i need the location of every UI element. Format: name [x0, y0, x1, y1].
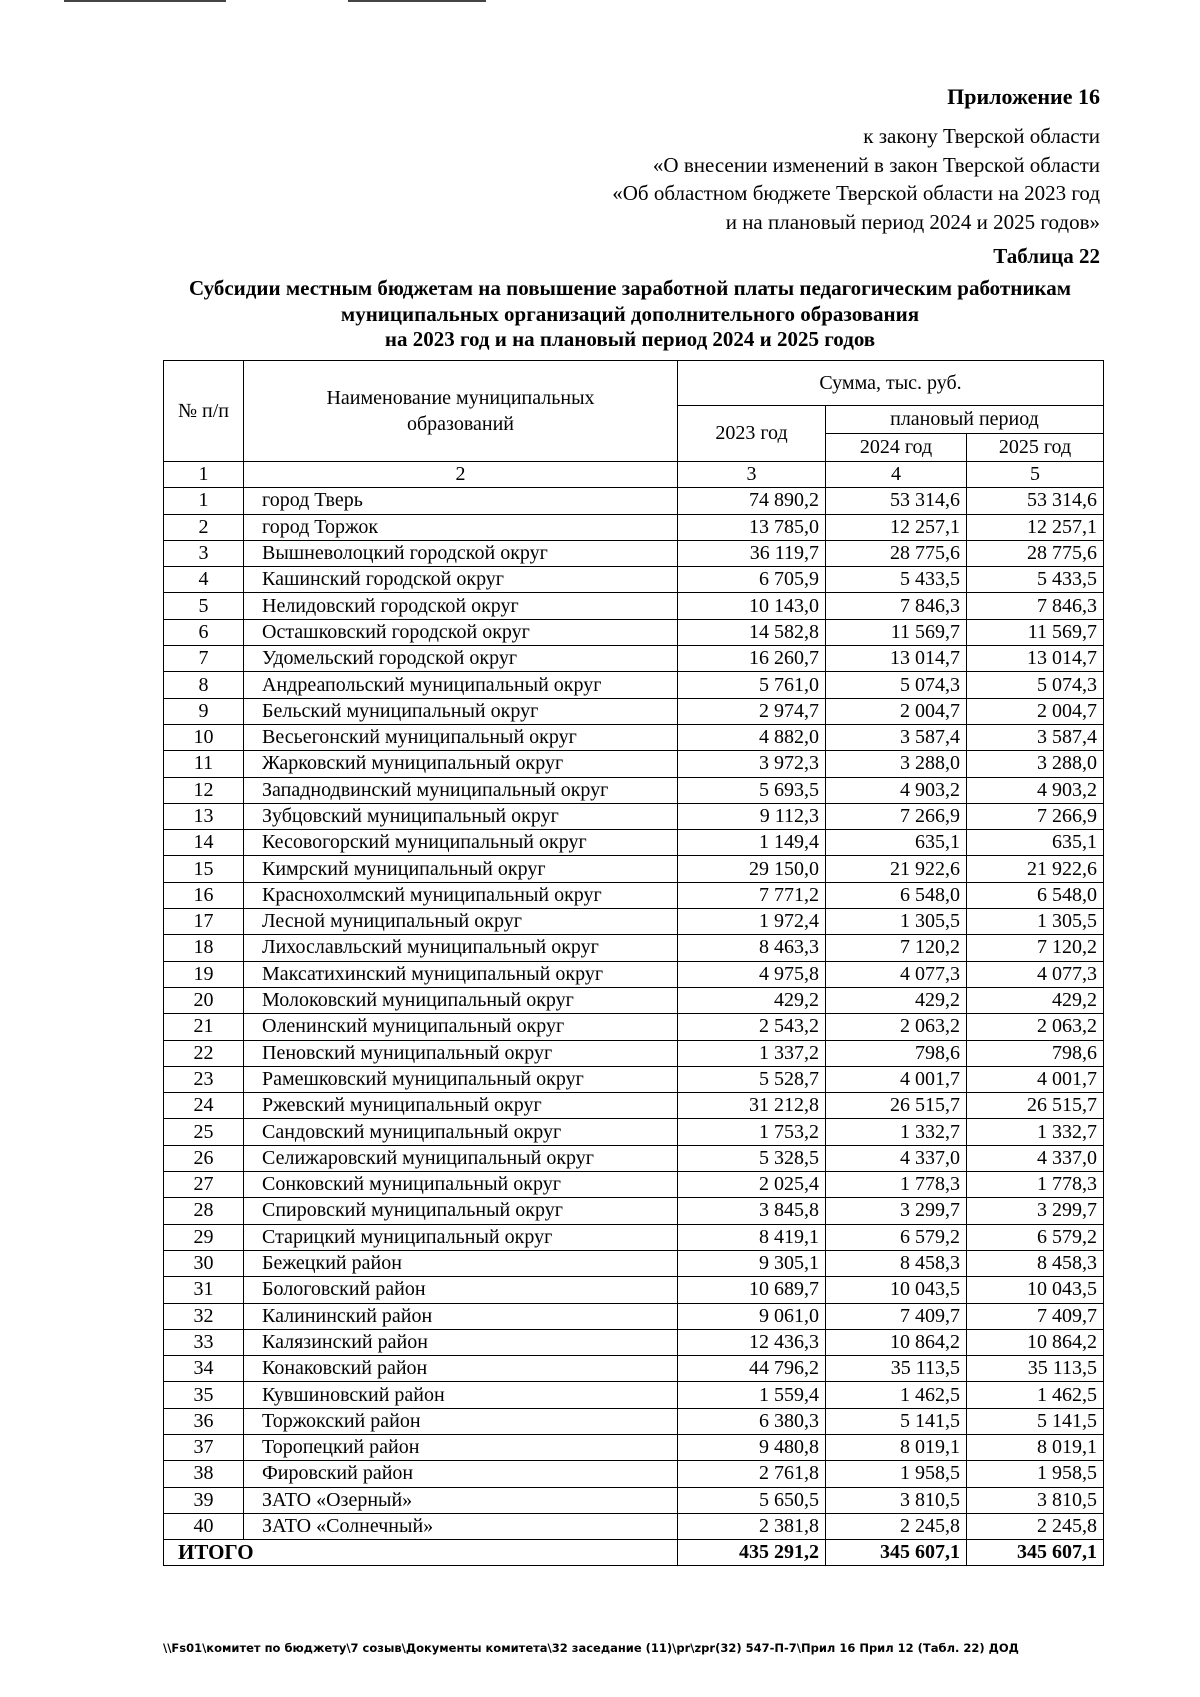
- law-reference: [612, 122, 1100, 236]
- amount-2025: 5 074,3: [967, 672, 1104, 698]
- amount-2023: 8 463,3: [678, 935, 826, 961]
- row-number: 5: [164, 593, 244, 619]
- row-number: 37: [164, 1434, 244, 1460]
- amount-2025: 7 266,9: [967, 803, 1104, 829]
- municipality-name: ЗАТО «Озерный»: [244, 1487, 678, 1513]
- header-number: № п/п: [164, 361, 244, 462]
- municipality-name: Вышневолоцкий городской округ: [244, 540, 678, 566]
- table-number: Таблица 22: [993, 244, 1100, 268]
- municipality-name: Спировский муниципальный округ: [244, 1198, 678, 1224]
- table-row: [164, 1487, 1104, 1513]
- amount-2024: 26 515,7: [826, 1093, 967, 1119]
- subsidy-table: [163, 360, 1104, 1566]
- row-number: 6: [164, 619, 244, 645]
- municipality-name: Калязинский район: [244, 1329, 678, 1355]
- file-path: \\Fs01\комитет по бюджету\7 созыв\Документы комитета\32 заседание (11)\pr\zpr(32) 547-П-7\Прил 16 Прил 12 (Табл. 22) ДОД: [163, 1641, 1019, 1655]
- table-row: [164, 672, 1104, 698]
- table-row: [164, 803, 1104, 829]
- amount-2025: 13 014,7: [967, 646, 1104, 672]
- amount-2025: 4 337,0: [967, 1145, 1104, 1171]
- law-line: и на плановый период 2024 и 2025 годов»: [725, 209, 1100, 234]
- table-row: [164, 1198, 1104, 1224]
- table-row: [164, 593, 1104, 619]
- amount-2024: 1 778,3: [826, 1172, 967, 1198]
- amount-2025: 1 332,7: [967, 1119, 1104, 1145]
- amount-2025: 2 004,7: [967, 698, 1104, 724]
- amount-2024: 10 043,5: [826, 1277, 967, 1303]
- table-row: [164, 1066, 1104, 1092]
- amount-2024: 11 569,7: [826, 619, 967, 645]
- municipality-name: Бологовский район: [244, 1277, 678, 1303]
- row-number: 34: [164, 1356, 244, 1382]
- municipality-name: Фировский район: [244, 1461, 678, 1487]
- municipality-name: Оленинский муниципальный округ: [244, 1014, 678, 1040]
- row-number: 36: [164, 1408, 244, 1434]
- table-row: [164, 1014, 1104, 1040]
- amount-2025: 6 579,2: [967, 1224, 1104, 1250]
- scan-artifact: [64, 0, 226, 2]
- municipality-name: Лихославльский муниципальный округ: [244, 935, 678, 961]
- table-row: [164, 1224, 1104, 1250]
- amount-2025: 798,6: [967, 1040, 1104, 1066]
- amount-2025: 4 077,3: [967, 961, 1104, 987]
- row-number: 12: [164, 777, 244, 803]
- municipality-name: Ржевский муниципальный округ: [244, 1093, 678, 1119]
- amount-2023: 12 436,3: [678, 1329, 826, 1355]
- amount-2024: 4 001,7: [826, 1066, 967, 1092]
- amount-2024: 7 120,2: [826, 935, 967, 961]
- amount-2023: 4 882,0: [678, 724, 826, 750]
- amount-2023: 2 543,2: [678, 1014, 826, 1040]
- row-number: 22: [164, 1040, 244, 1066]
- amount-2023: 1 559,4: [678, 1382, 826, 1408]
- amount-2025: 1 778,3: [967, 1172, 1104, 1198]
- table-row: [164, 698, 1104, 724]
- amount-2024: 3 299,7: [826, 1198, 967, 1224]
- amount-2024: 28 775,6: [826, 540, 967, 566]
- row-number: 4: [164, 567, 244, 593]
- municipality-name: Осташковский городской округ: [244, 619, 678, 645]
- amount-2023: 31 212,8: [678, 1093, 826, 1119]
- municipality-name: Западнодвинский муниципальный округ: [244, 777, 678, 803]
- row-number: 32: [164, 1303, 244, 1329]
- row-number: 7: [164, 646, 244, 672]
- total-2023: 435 291,2: [678, 1540, 826, 1566]
- amount-2025: 26 515,7: [967, 1093, 1104, 1119]
- amount-2023: 6 705,9: [678, 567, 826, 593]
- table-row: [164, 830, 1104, 856]
- amount-2025: 429,2: [967, 987, 1104, 1013]
- table-row: [164, 1408, 1104, 1434]
- amount-2023: 5 761,0: [678, 672, 826, 698]
- law-line: к закону Тверской области: [863, 124, 1100, 148]
- municipality-name: Бельский муниципальный округ: [244, 698, 678, 724]
- total-2024: 345 607,1: [826, 1540, 967, 1566]
- header-2024: 2024 год: [826, 434, 967, 462]
- row-number: 38: [164, 1461, 244, 1487]
- total-row: [164, 1540, 1104, 1566]
- amount-2024: 5 074,3: [826, 672, 967, 698]
- table-row: [164, 567, 1104, 593]
- amount-2023: 2 974,7: [678, 698, 826, 724]
- table-row: [164, 619, 1104, 645]
- law-line: «О внесении изменений в закон Тверской области: [652, 152, 1100, 177]
- municipality-name: Кашинский городской округ: [244, 567, 678, 593]
- amount-2024: 4 077,3: [826, 961, 967, 987]
- row-number: 24: [164, 1093, 244, 1119]
- amount-2023: 4 975,8: [678, 961, 826, 987]
- municipality-name: Торопецкий район: [244, 1434, 678, 1460]
- table-row: [164, 987, 1104, 1013]
- header-name: Наименование муниципальных образований: [244, 361, 678, 462]
- amount-2025: 8 019,1: [967, 1434, 1104, 1460]
- row-number: 31: [164, 1277, 244, 1303]
- row-number: 27: [164, 1172, 244, 1198]
- municipality-name: Конаковский район: [244, 1356, 678, 1382]
- row-number: 28: [164, 1198, 244, 1224]
- municipality-name: Весьегонский муниципальный округ: [244, 724, 678, 750]
- municipality-name: Лесной муниципальный округ: [244, 909, 678, 935]
- amount-2025: 635,1: [967, 830, 1104, 856]
- municipality-name: Бежецкий район: [244, 1250, 678, 1276]
- amount-2025: 11 569,7: [967, 619, 1104, 645]
- municipality-name: Кувшиновский район: [244, 1382, 678, 1408]
- municipality-name: Молоковский муниципальный округ: [244, 987, 678, 1013]
- municipality-name: город Тверь: [244, 488, 678, 514]
- table-row: [164, 1303, 1104, 1329]
- amount-2024: 2 004,7: [826, 698, 967, 724]
- municipality-name: Краснохолмский муниципальный округ: [244, 882, 678, 908]
- amount-2024: 35 113,5: [826, 1356, 967, 1382]
- title-line: на 2023 год и на плановый период 2024 и 2025 годов: [384, 327, 876, 351]
- row-number: 26: [164, 1145, 244, 1171]
- municipality-name: Селижаровский муниципальный округ: [244, 1145, 678, 1171]
- municipality-name: Старицкий муниципальный округ: [244, 1224, 678, 1250]
- row-number: 8: [164, 672, 244, 698]
- amount-2025: 2 063,2: [967, 1014, 1104, 1040]
- amount-2025: 3 810,5: [967, 1487, 1104, 1513]
- amount-2023: 2 025,4: [678, 1172, 826, 1198]
- header-sum: Сумма, тыс. руб.: [678, 361, 1104, 406]
- amount-2025: 7 409,7: [967, 1303, 1104, 1329]
- amount-2025: 4 903,2: [967, 777, 1104, 803]
- amount-2023: 9 480,8: [678, 1434, 826, 1460]
- municipality-name: Сандовский муниципальный округ: [244, 1119, 678, 1145]
- table-row: [164, 488, 1104, 514]
- title-line: муниципальных организаций дополнительного образования: [340, 301, 920, 326]
- amount-2024: 53 314,6: [826, 488, 967, 514]
- amount-2023: 8 419,1: [678, 1224, 826, 1250]
- municipality-name: ЗАТО «Солнечный»: [244, 1513, 678, 1539]
- amount-2025: 3 288,0: [967, 751, 1104, 777]
- table-row: [164, 646, 1104, 672]
- table-row: [164, 961, 1104, 987]
- municipality-name: Кесовогорский муниципальный округ: [244, 830, 678, 856]
- amount-2025: 8 458,3: [967, 1250, 1104, 1276]
- table-row: [164, 1145, 1104, 1171]
- row-number: 25: [164, 1119, 244, 1145]
- table-row: [164, 1040, 1104, 1066]
- table-row: [164, 540, 1104, 566]
- amount-2024: 5 141,5: [826, 1408, 967, 1434]
- amount-2025: 53 314,6: [967, 488, 1104, 514]
- municipality-name: Кимрский муниципальный округ: [244, 856, 678, 882]
- law-line: «Об областном бюджете Тверской области на 2023 год: [612, 181, 1100, 205]
- amount-2023: 5 650,5: [678, 1487, 826, 1513]
- amount-2023: 9 061,0: [678, 1303, 826, 1329]
- table-row: [164, 1119, 1104, 1145]
- amount-2025: 7 846,3: [967, 593, 1104, 619]
- amount-2024: 10 864,2: [826, 1329, 967, 1355]
- table-row: [164, 724, 1104, 750]
- header-2023: 2023 год: [678, 406, 826, 462]
- amount-2023: 36 119,7: [678, 540, 826, 566]
- amount-2024: 21 922,6: [826, 856, 967, 882]
- municipality-name: Зубцовский муниципальный округ: [244, 803, 678, 829]
- amount-2023: 1 972,4: [678, 909, 826, 935]
- amount-2025: 21 922,6: [967, 856, 1104, 882]
- column-index: 3: [678, 462, 826, 488]
- amount-2023: 5 528,7: [678, 1066, 826, 1092]
- row-number: 30: [164, 1250, 244, 1276]
- row-number: 10: [164, 724, 244, 750]
- municipality-name: Рамешковский муниципальный округ: [244, 1066, 678, 1092]
- amount-2023: 429,2: [678, 987, 826, 1013]
- total-2025: 345 607,1: [967, 1540, 1104, 1566]
- amount-2025: 6 548,0: [967, 882, 1104, 908]
- row-number: 18: [164, 935, 244, 961]
- amount-2023: 1 753,2: [678, 1119, 826, 1145]
- amount-2023: 1 337,2: [678, 1040, 826, 1066]
- amount-2023: 10 143,0: [678, 593, 826, 619]
- row-number: 23: [164, 1066, 244, 1092]
- amount-2025: 7 120,2: [967, 935, 1104, 961]
- header-2025: 2025 год: [967, 434, 1104, 462]
- amount-2025: 10 043,5: [967, 1277, 1104, 1303]
- municipality-name: Калининский район: [244, 1303, 678, 1329]
- row-number: 14: [164, 830, 244, 856]
- table-row: [164, 1434, 1104, 1460]
- amount-2025: 35 113,5: [967, 1356, 1104, 1382]
- amount-2024: 6 548,0: [826, 882, 967, 908]
- row-number: 40: [164, 1513, 244, 1539]
- table-row: [164, 856, 1104, 882]
- scan-artifact: [348, 0, 486, 2]
- amount-2023: 5 693,5: [678, 777, 826, 803]
- amount-2024: 1 305,5: [826, 909, 967, 935]
- table-row: [164, 1329, 1104, 1355]
- amount-2024: 7 846,3: [826, 593, 967, 619]
- amount-2023: 74 890,2: [678, 488, 826, 514]
- municipality-name: Сонковский муниципальный округ: [244, 1172, 678, 1198]
- amount-2024: 429,2: [826, 987, 967, 1013]
- municipality-name: Жарковский муниципальный округ: [244, 751, 678, 777]
- amount-2023: 1 149,4: [678, 830, 826, 856]
- row-number: 21: [164, 1014, 244, 1040]
- row-number: 9: [164, 698, 244, 724]
- municipality-name: Удомельский городской округ: [244, 646, 678, 672]
- amount-2024: 635,1: [826, 830, 967, 856]
- amount-2024: 3 288,0: [826, 751, 967, 777]
- title-line: Субсидии местным бюджетам на повышение заработной платы педагогическим работникам: [188, 276, 1072, 300]
- amount-2023: 44 796,2: [678, 1356, 826, 1382]
- table-row: [164, 882, 1104, 908]
- municipality-name: Максатихинский муниципальный округ: [244, 961, 678, 987]
- header-plan-period: плановый период: [826, 406, 1104, 434]
- municipality-name: Пеновский муниципальный округ: [244, 1040, 678, 1066]
- amount-2025: 1 958,5: [967, 1461, 1104, 1487]
- column-index-row: [164, 462, 1104, 488]
- amount-2023: 2 381,8: [678, 1513, 826, 1539]
- amount-2024: 1 462,5: [826, 1382, 967, 1408]
- amount-2023: 3 845,8: [678, 1198, 826, 1224]
- table-row: [164, 909, 1104, 935]
- column-index: 4: [826, 462, 967, 488]
- amount-2025: 5 141,5: [967, 1408, 1104, 1434]
- amount-2023: 7 771,2: [678, 882, 826, 908]
- document-title: [160, 276, 1100, 353]
- amount-2025: 5 433,5: [967, 567, 1104, 593]
- amount-2024: 6 579,2: [826, 1224, 967, 1250]
- table-row: [164, 1513, 1104, 1539]
- row-number: 39: [164, 1487, 244, 1513]
- column-index: 1: [164, 462, 244, 488]
- amount-2024: 13 014,7: [826, 646, 967, 672]
- municipality-name: город Торжок: [244, 514, 678, 540]
- column-index: 2: [244, 462, 678, 488]
- amount-2024: 8 458,3: [826, 1250, 967, 1276]
- amount-2025: 2 245,8: [967, 1513, 1104, 1539]
- amount-2023: 9 305,1: [678, 1250, 826, 1276]
- amount-2025: 12 257,1: [967, 514, 1104, 540]
- amount-2023: 14 582,8: [678, 619, 826, 645]
- table-row: [164, 935, 1104, 961]
- table-row: [164, 1356, 1104, 1382]
- row-number: 11: [164, 751, 244, 777]
- table-row: [164, 1277, 1104, 1303]
- amount-2024: 4 903,2: [826, 777, 967, 803]
- municipality-name: Андреапольский муниципальный округ: [244, 672, 678, 698]
- table-row: [164, 777, 1104, 803]
- amount-2023: 6 380,3: [678, 1408, 826, 1434]
- amount-2023: 2 761,8: [678, 1461, 826, 1487]
- amount-2024: 798,6: [826, 1040, 967, 1066]
- amount-2024: 7 266,9: [826, 803, 967, 829]
- row-number: 17: [164, 909, 244, 935]
- row-number: 1: [164, 488, 244, 514]
- total-label: ИТОГО: [164, 1540, 678, 1566]
- amount-2023: 10 689,7: [678, 1277, 826, 1303]
- row-number: 13: [164, 803, 244, 829]
- municipality-name: Торжокский район: [244, 1408, 678, 1434]
- table-row: [164, 751, 1104, 777]
- column-index: 5: [967, 462, 1104, 488]
- amount-2023: 13 785,0: [678, 514, 826, 540]
- table-row: [164, 1461, 1104, 1487]
- row-number: 20: [164, 987, 244, 1013]
- table-row: [164, 514, 1104, 540]
- amount-2025: 4 001,7: [967, 1066, 1104, 1092]
- amount-2023: 16 260,7: [678, 646, 826, 672]
- amount-2025: 28 775,6: [967, 540, 1104, 566]
- amount-2024: 1 332,7: [826, 1119, 967, 1145]
- amount-2024: 2 245,8: [826, 1513, 967, 1539]
- table-row: [164, 1172, 1104, 1198]
- row-number: 19: [164, 961, 244, 987]
- row-number: 29: [164, 1224, 244, 1250]
- amount-2024: 8 019,1: [826, 1434, 967, 1460]
- amount-2024: 7 409,7: [826, 1303, 967, 1329]
- row-number: 2: [164, 514, 244, 540]
- amount-2023: 3 972,3: [678, 751, 826, 777]
- row-number: 16: [164, 882, 244, 908]
- amount-2025: 1 305,5: [967, 909, 1104, 935]
- amount-2023: 9 112,3: [678, 803, 826, 829]
- amount-2024: 3 587,4: [826, 724, 967, 750]
- amount-2024: 1 958,5: [826, 1461, 967, 1487]
- municipality-name: Нелидовский городской округ: [244, 593, 678, 619]
- row-number: 15: [164, 856, 244, 882]
- row-number: 33: [164, 1329, 244, 1355]
- appendix-title: Приложение 16: [947, 84, 1100, 109]
- table-row: [164, 1093, 1104, 1119]
- amount-2024: 2 063,2: [826, 1014, 967, 1040]
- row-number: 3: [164, 540, 244, 566]
- table-row: [164, 1250, 1104, 1276]
- amount-2024: 12 257,1: [826, 514, 967, 540]
- table-row: [164, 1382, 1104, 1408]
- amount-2025: 10 864,2: [967, 1329, 1104, 1355]
- amount-2024: 3 810,5: [826, 1487, 967, 1513]
- row-number: 35: [164, 1382, 244, 1408]
- amount-2023: 5 328,5: [678, 1145, 826, 1171]
- amount-2025: 3 299,7: [967, 1198, 1104, 1224]
- amount-2023: 29 150,0: [678, 856, 826, 882]
- amount-2024: 5 433,5: [826, 567, 967, 593]
- amount-2024: 4 337,0: [826, 1145, 967, 1171]
- amount-2025: 3 587,4: [967, 724, 1104, 750]
- amount-2025: 1 462,5: [967, 1382, 1104, 1408]
